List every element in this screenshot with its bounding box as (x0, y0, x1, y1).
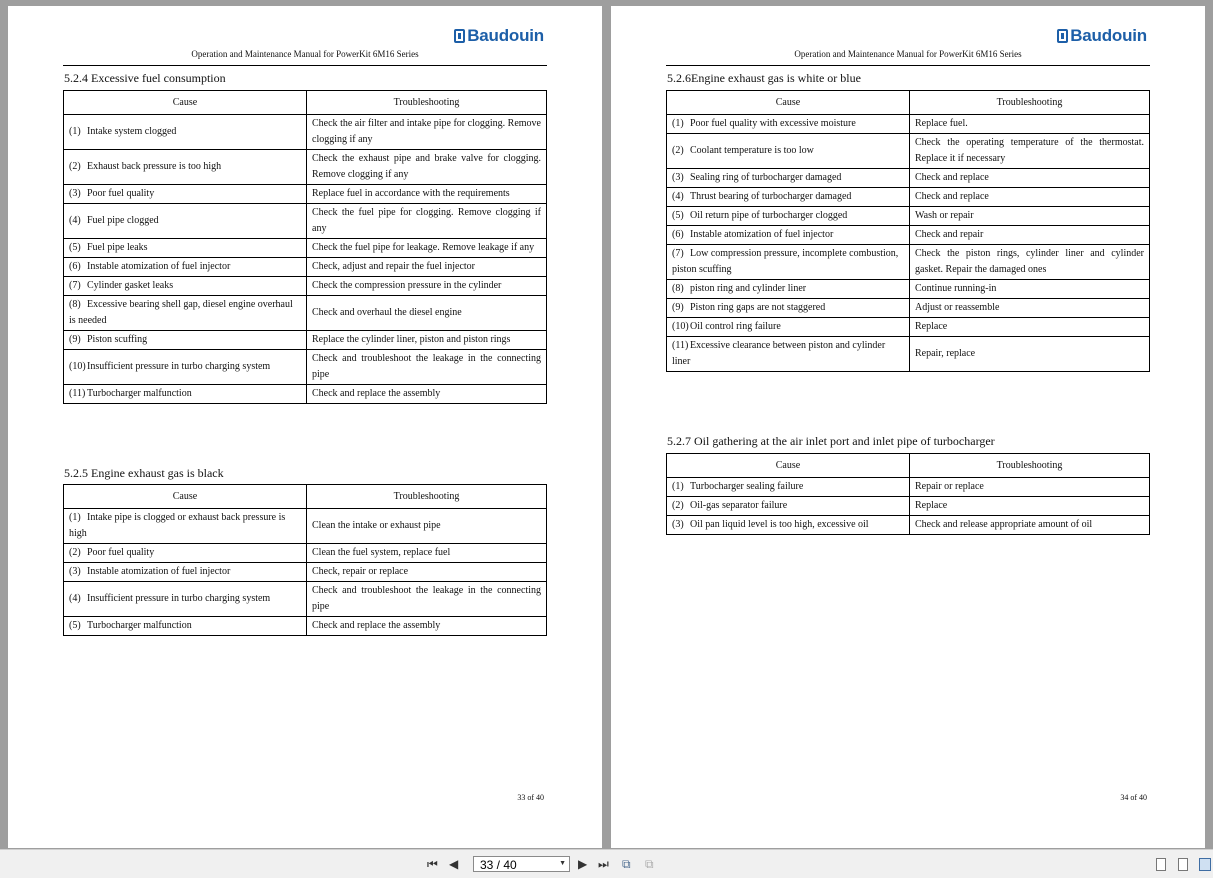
cause-cell (64, 204, 307, 239)
table-row (64, 204, 547, 239)
troubleshooting-cell: Check and troubleshoot the leakage in the connecting pipe (307, 582, 547, 617)
section-title: 5.2.4 Excessive fuel consumption (64, 71, 226, 85)
header-rule (63, 65, 547, 66)
row-number: (10) (672, 321, 689, 332)
logo-icon (454, 29, 465, 43)
page-number: 33 of 40 (517, 793, 544, 802)
first-page-icon[interactable]: ⏮ (427, 857, 438, 871)
troubleshooting-cell: Check the compression pressure in the cylinder (307, 277, 547, 296)
table-header-row (64, 485, 547, 509)
cause-text: Excessive bearing shell gap, diesel engine overhaul is needed (69, 299, 293, 326)
column-header-troubleshooting: Troubleshooting (910, 91, 1150, 115)
column-header-troubleshooting: Troubleshooting (910, 454, 1150, 478)
document-page-left (8, 6, 602, 848)
table-row (667, 299, 1150, 318)
row-number: (4) (69, 215, 81, 226)
troubleshooting-cell: Check the fuel pipe for clogging. Remove clogging if any (307, 204, 547, 239)
troubleshooting-cell: Check the fuel pipe for leakage. Remove leakage if any (307, 239, 547, 258)
logo-text: Baudouin (467, 26, 544, 45)
cause-text: Exhaust back pressure is too high (87, 161, 222, 172)
cause-cell (667, 337, 910, 372)
cause-text: Sealing ring of turbocharger damaged (690, 172, 842, 183)
last-page-icon[interactable]: ⏭ (598, 857, 609, 871)
troubleshooting-cell: Check, adjust and repair the fuel injector (307, 258, 547, 277)
cause-cell (64, 582, 307, 617)
cause-text: Instable atomization of fuel injector (87, 261, 231, 272)
cause-cell (64, 385, 307, 404)
troubleshooting-cell: Replace (910, 497, 1150, 516)
table-row (64, 582, 547, 617)
page-indicator: 33 / 40 (480, 858, 517, 872)
cause-text: piston ring and cylinder liner (690, 283, 807, 294)
troubleshooting-cell: Repair, replace (910, 337, 1150, 372)
prev-page-icon[interactable]: ◀ (449, 857, 459, 871)
rotate-icon[interactable]: ⧉ (622, 857, 631, 871)
troubleshooting-cell: Wash or repair (910, 207, 1150, 226)
cause-cell (667, 318, 910, 337)
cause-text: Excessive clearance between piston and cylinder liner (672, 340, 886, 367)
column-header-cause: Cause (667, 454, 910, 478)
table-header-row (667, 91, 1150, 115)
cause-text: Coolant temperature is too low (690, 145, 814, 156)
single-page-view-icon[interactable] (1156, 858, 1166, 871)
row-number: (1) (69, 126, 81, 137)
table-row (667, 207, 1150, 226)
table-row (667, 478, 1150, 497)
troubleshooting-cell: Replace (910, 318, 1150, 337)
troubleshooting-cell: Replace the cylinder liner, piston and piston rings (307, 331, 547, 350)
table-row (667, 280, 1150, 299)
row-number: (7) (69, 280, 81, 291)
cause-cell (64, 331, 307, 350)
row-number: (4) (672, 191, 684, 202)
cause-cell (667, 280, 910, 299)
section-title: 5.2.5 Engine exhaust gas is black (64, 466, 224, 480)
troubleshooting-cell: Continue running-in (910, 280, 1150, 299)
cause-text: Low compression pressure, incomplete combustion, piston scuffing (672, 248, 899, 275)
cause-text: Poor fuel quality (87, 547, 155, 558)
row-number: (2) (672, 145, 684, 156)
troubleshooting-cell: Clean the fuel system, replace fuel (307, 544, 547, 563)
cause-text: Oil return pipe of turbocharger clogged (690, 210, 848, 221)
table-row (667, 318, 1150, 337)
table-row (667, 516, 1150, 535)
cause-cell (667, 188, 910, 207)
cause-cell (64, 296, 307, 331)
two-page-view-icon[interactable] (1199, 858, 1211, 871)
row-number: (4) (69, 593, 81, 604)
cause-text: Piston scuffing (87, 334, 148, 345)
baudouin-logo (1057, 26, 1147, 46)
troubleshooting-cell: Adjust or reassemble (910, 299, 1150, 318)
cause-cell (667, 207, 910, 226)
cause-text: Poor fuel quality (87, 188, 155, 199)
logo-text: Baudouin (1070, 26, 1147, 45)
row-number: (5) (672, 210, 684, 221)
row-number: (6) (672, 229, 684, 240)
cause-cell (64, 350, 307, 385)
row-number: (8) (69, 299, 81, 310)
row-number: (8) (672, 283, 684, 294)
row-number: (2) (69, 161, 81, 172)
cause-cell (64, 185, 307, 204)
page-number: 34 of 40 (1120, 793, 1147, 802)
row-number: (9) (672, 302, 684, 313)
table-row (64, 277, 547, 296)
troubleshooting-cell: Check and replace (910, 188, 1150, 207)
column-header-cause: Cause (64, 91, 307, 115)
table-row (64, 350, 547, 385)
row-number: (1) (69, 512, 81, 523)
troubleshooting-cell: Replace fuel. (910, 115, 1150, 134)
cause-text: Fuel pipe clogged (87, 215, 159, 226)
header-rule (666, 65, 1150, 66)
row-number: (3) (672, 519, 684, 530)
troubleshooting-cell: Check and overhaul the diesel engine (307, 296, 547, 331)
cause-text: Intake pipe is clogged or exhaust back pressure is high (69, 512, 286, 539)
cause-cell (667, 497, 910, 516)
cause-cell (64, 563, 307, 582)
troubleshooting-table (63, 484, 547, 636)
next-page-icon[interactable]: ▶ (578, 857, 588, 871)
cause-text: Oil-gas separator failure (690, 500, 788, 511)
row-number: (9) (69, 334, 81, 345)
cause-text: Oil control ring failure (690, 321, 781, 332)
column-header-troubleshooting: Troubleshooting (307, 91, 547, 115)
logo-icon (1057, 29, 1068, 43)
document-page-right (611, 6, 1205, 848)
cause-cell (64, 239, 307, 258)
section-title: 5.2.7 Oil gathering at the air inlet port and inlet pipe of turbocharger (667, 434, 995, 448)
troubleshooting-cell: Repair or replace (910, 478, 1150, 497)
table-row (667, 497, 1150, 516)
table-header-row (64, 91, 547, 115)
table-row (667, 245, 1150, 280)
troubleshooting-table (666, 90, 1150, 372)
cause-cell (667, 516, 910, 535)
cause-text: Cylinder gasket leaks (87, 280, 174, 291)
troubleshooting-table (666, 453, 1150, 535)
troubleshooting-cell: Check the air filter and intake pipe for clogging. Remove clogging if any (307, 115, 547, 150)
page-header-title: Operation and Maintenance Manual for PowerKit 6M16 Series (191, 49, 419, 59)
cause-cell (64, 115, 307, 150)
cause-text: Thrust bearing of turbocharger damaged (690, 191, 852, 202)
table-row (64, 385, 547, 404)
cause-cell (667, 245, 910, 280)
cause-text: Fuel pipe leaks (87, 242, 148, 253)
table-row (64, 239, 547, 258)
row-number: (6) (69, 261, 81, 272)
cause-cell (64, 509, 307, 544)
troubleshooting-cell: Check the piston rings, cylinder liner and cylinder gasket. Repair the damaged ones (910, 245, 1150, 280)
continuous-view-icon[interactable] (1178, 858, 1188, 871)
troubleshooting-cell: Check and release appropriate amount of oil (910, 516, 1150, 535)
column-header-cause: Cause (667, 91, 910, 115)
table-row (667, 188, 1150, 207)
row-number: (2) (69, 547, 81, 558)
troubleshooting-cell: Check and repair (910, 226, 1150, 245)
cause-cell (667, 134, 910, 169)
copy-icon[interactable]: ⧉ (645, 857, 654, 871)
troubleshooting-cell: Clean the intake or exhaust pipe (307, 509, 547, 544)
cause-cell (64, 258, 307, 277)
cause-text: Turbocharger malfunction (87, 620, 192, 631)
cause-text: Piston ring gaps are not staggered (690, 302, 826, 313)
table-row (64, 296, 547, 331)
table-row (64, 258, 547, 277)
cause-cell (667, 169, 910, 188)
cause-text: Turbocharger malfunction (87, 388, 192, 399)
row-number: (2) (672, 500, 684, 511)
row-number: (10) (69, 361, 86, 372)
cause-cell (64, 544, 307, 563)
cause-text: Instable atomization of fuel injector (690, 229, 834, 240)
cause-text: Insufficient pressure in turbo charging system (87, 361, 271, 372)
table-row (64, 617, 547, 636)
column-header-cause: Cause (64, 485, 307, 509)
column-header-troubleshooting: Troubleshooting (307, 485, 547, 509)
cause-cell (64, 277, 307, 296)
troubleshooting-cell: Check the operating temperature of the thermostat. Replace it if necessary (910, 134, 1150, 169)
row-number: (5) (69, 620, 81, 631)
table-row (64, 115, 547, 150)
troubleshooting-table (63, 90, 547, 404)
troubleshooting-cell: Check and replace (910, 169, 1150, 188)
section-title: 5.2.6Engine exhaust gas is white or blue (667, 71, 861, 85)
troubleshooting-cell: Check and replace the assembly (307, 385, 547, 404)
table-row (64, 331, 547, 350)
troubleshooting-cell: Check and replace the assembly (307, 617, 547, 636)
page-number-select[interactable] (473, 856, 570, 872)
table-header-row (667, 454, 1150, 478)
table-row (667, 337, 1150, 372)
viewer-toolbar (0, 849, 1213, 878)
cause-cell (64, 150, 307, 185)
troubleshooting-cell: Check, repair or replace (307, 563, 547, 582)
table-row (667, 134, 1150, 169)
page-header-title: Operation and Maintenance Manual for PowerKit 6M16 Series (794, 49, 1022, 59)
cause-text: Poor fuel quality with excessive moisture (690, 118, 856, 129)
troubleshooting-cell: Check the exhaust pipe and brake valve for clogging. Remove clogging if any (307, 150, 547, 185)
table-row (667, 169, 1150, 188)
baudouin-logo (454, 26, 544, 46)
troubleshooting-cell: Replace fuel in accordance with the requirements (307, 185, 547, 204)
cause-text: Insufficient pressure in turbo charging system (87, 593, 271, 604)
troubleshooting-cell: Check and troubleshoot the leakage in the connecting pipe (307, 350, 547, 385)
chevron-down-icon: ▼ (559, 860, 566, 867)
row-number: (11) (672, 340, 689, 351)
row-number: (1) (672, 481, 684, 492)
cause-cell (667, 115, 910, 134)
row-number: (3) (672, 172, 684, 183)
row-number: (7) (672, 248, 684, 259)
table-row (64, 509, 547, 544)
cause-text: Turbocharger sealing failure (690, 481, 804, 492)
cause-text: Instable atomization of fuel injector (87, 566, 231, 577)
row-number: (3) (69, 566, 81, 577)
table-row (64, 150, 547, 185)
table-row (64, 563, 547, 582)
cause-cell (667, 299, 910, 318)
cause-text: Oil pan liquid level is too high, excessive oil (690, 519, 869, 530)
row-number: (1) (672, 118, 684, 129)
cause-cell (64, 617, 307, 636)
row-number: (11) (69, 388, 86, 399)
cause-text: Intake system clogged (87, 126, 177, 137)
row-number: (5) (69, 242, 81, 253)
row-number: (3) (69, 188, 81, 199)
table-row (64, 544, 547, 563)
table-row (64, 185, 547, 204)
table-row (667, 115, 1150, 134)
table-row (667, 226, 1150, 245)
cause-cell (667, 226, 910, 245)
cause-cell (667, 478, 910, 497)
